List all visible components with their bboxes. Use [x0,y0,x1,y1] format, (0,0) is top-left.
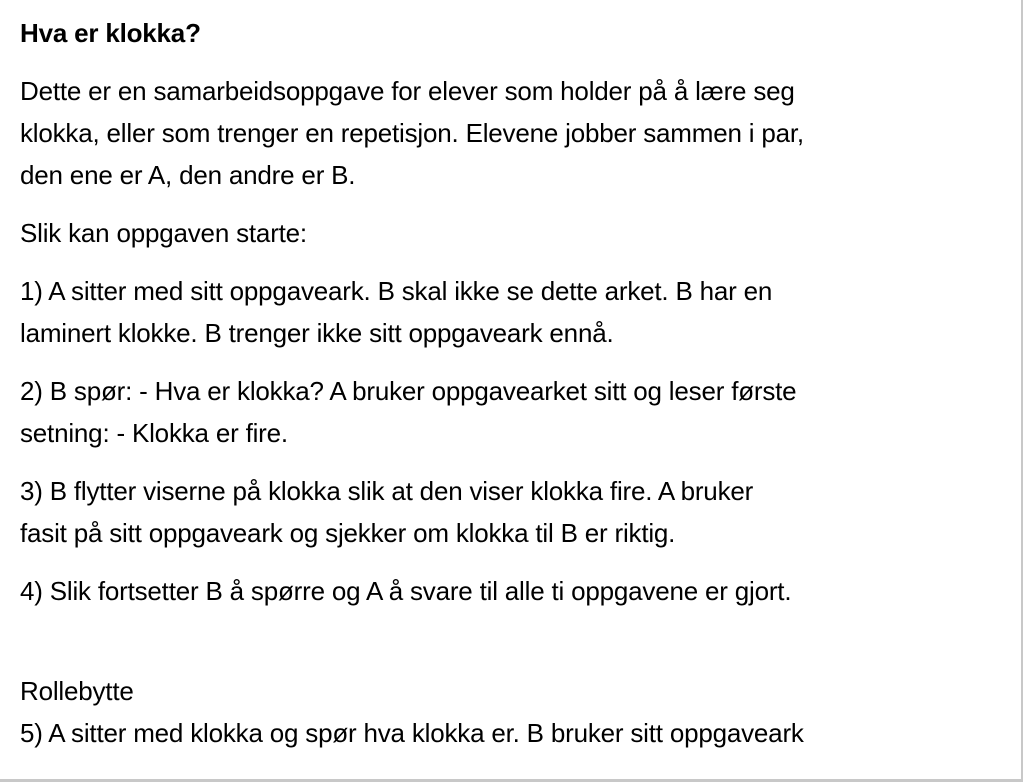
document-title: Hva er klokka? [20,18,201,48]
text-line: laminert klokke. B trenger ikke sitt oppgaveark ennå. [20,318,614,348]
text-line: fasit på sitt oppgaveark og sjekker om klokka til B er riktig. [20,518,676,548]
start-paragraph [20,212,1010,254]
step-2-paragraph [20,370,1010,454]
text-line: 4) Slik fortsetter B å spørre og A å svare til alle ti oppgavene er gjort. [20,576,792,606]
text-line: 3) B flytter viserne på klokka slik at den viser klokka fire. A bruker [20,476,754,506]
text-line: 5) A sitter med klokka og spør hva klokka er. B bruker sitt oppgaveark [20,718,804,748]
step-3-paragraph [20,470,1010,554]
intro-paragraph [20,70,1010,196]
text-line: setning: - Klokka er fire. [20,418,288,448]
step-1-paragraph [20,270,1010,354]
role-swap-section [20,670,1010,754]
text-line: Dette er en samarbeidsoppgave for elever som holder på å lære seg [20,76,795,106]
document-content [20,12,1010,754]
text-line: 1) A sitter med sitt oppgaveark. B skal ikke se dette arket. B har en [20,276,773,306]
text-line: den ene er A, den andre er B. [20,160,356,190]
blank-space [20,612,1010,670]
text-line: klokka, eller som trenger en repetisjon. Elevene jobber sammen i par, [20,118,804,148]
step-4-paragraph [20,570,1010,612]
section-heading: Rollebytte [20,676,134,706]
text-line: Slik kan oppgaven starte: [20,218,307,248]
text-line: 2) B spør: - Hva er klokka? A bruker oppgavearket sitt og leser første [20,376,797,406]
